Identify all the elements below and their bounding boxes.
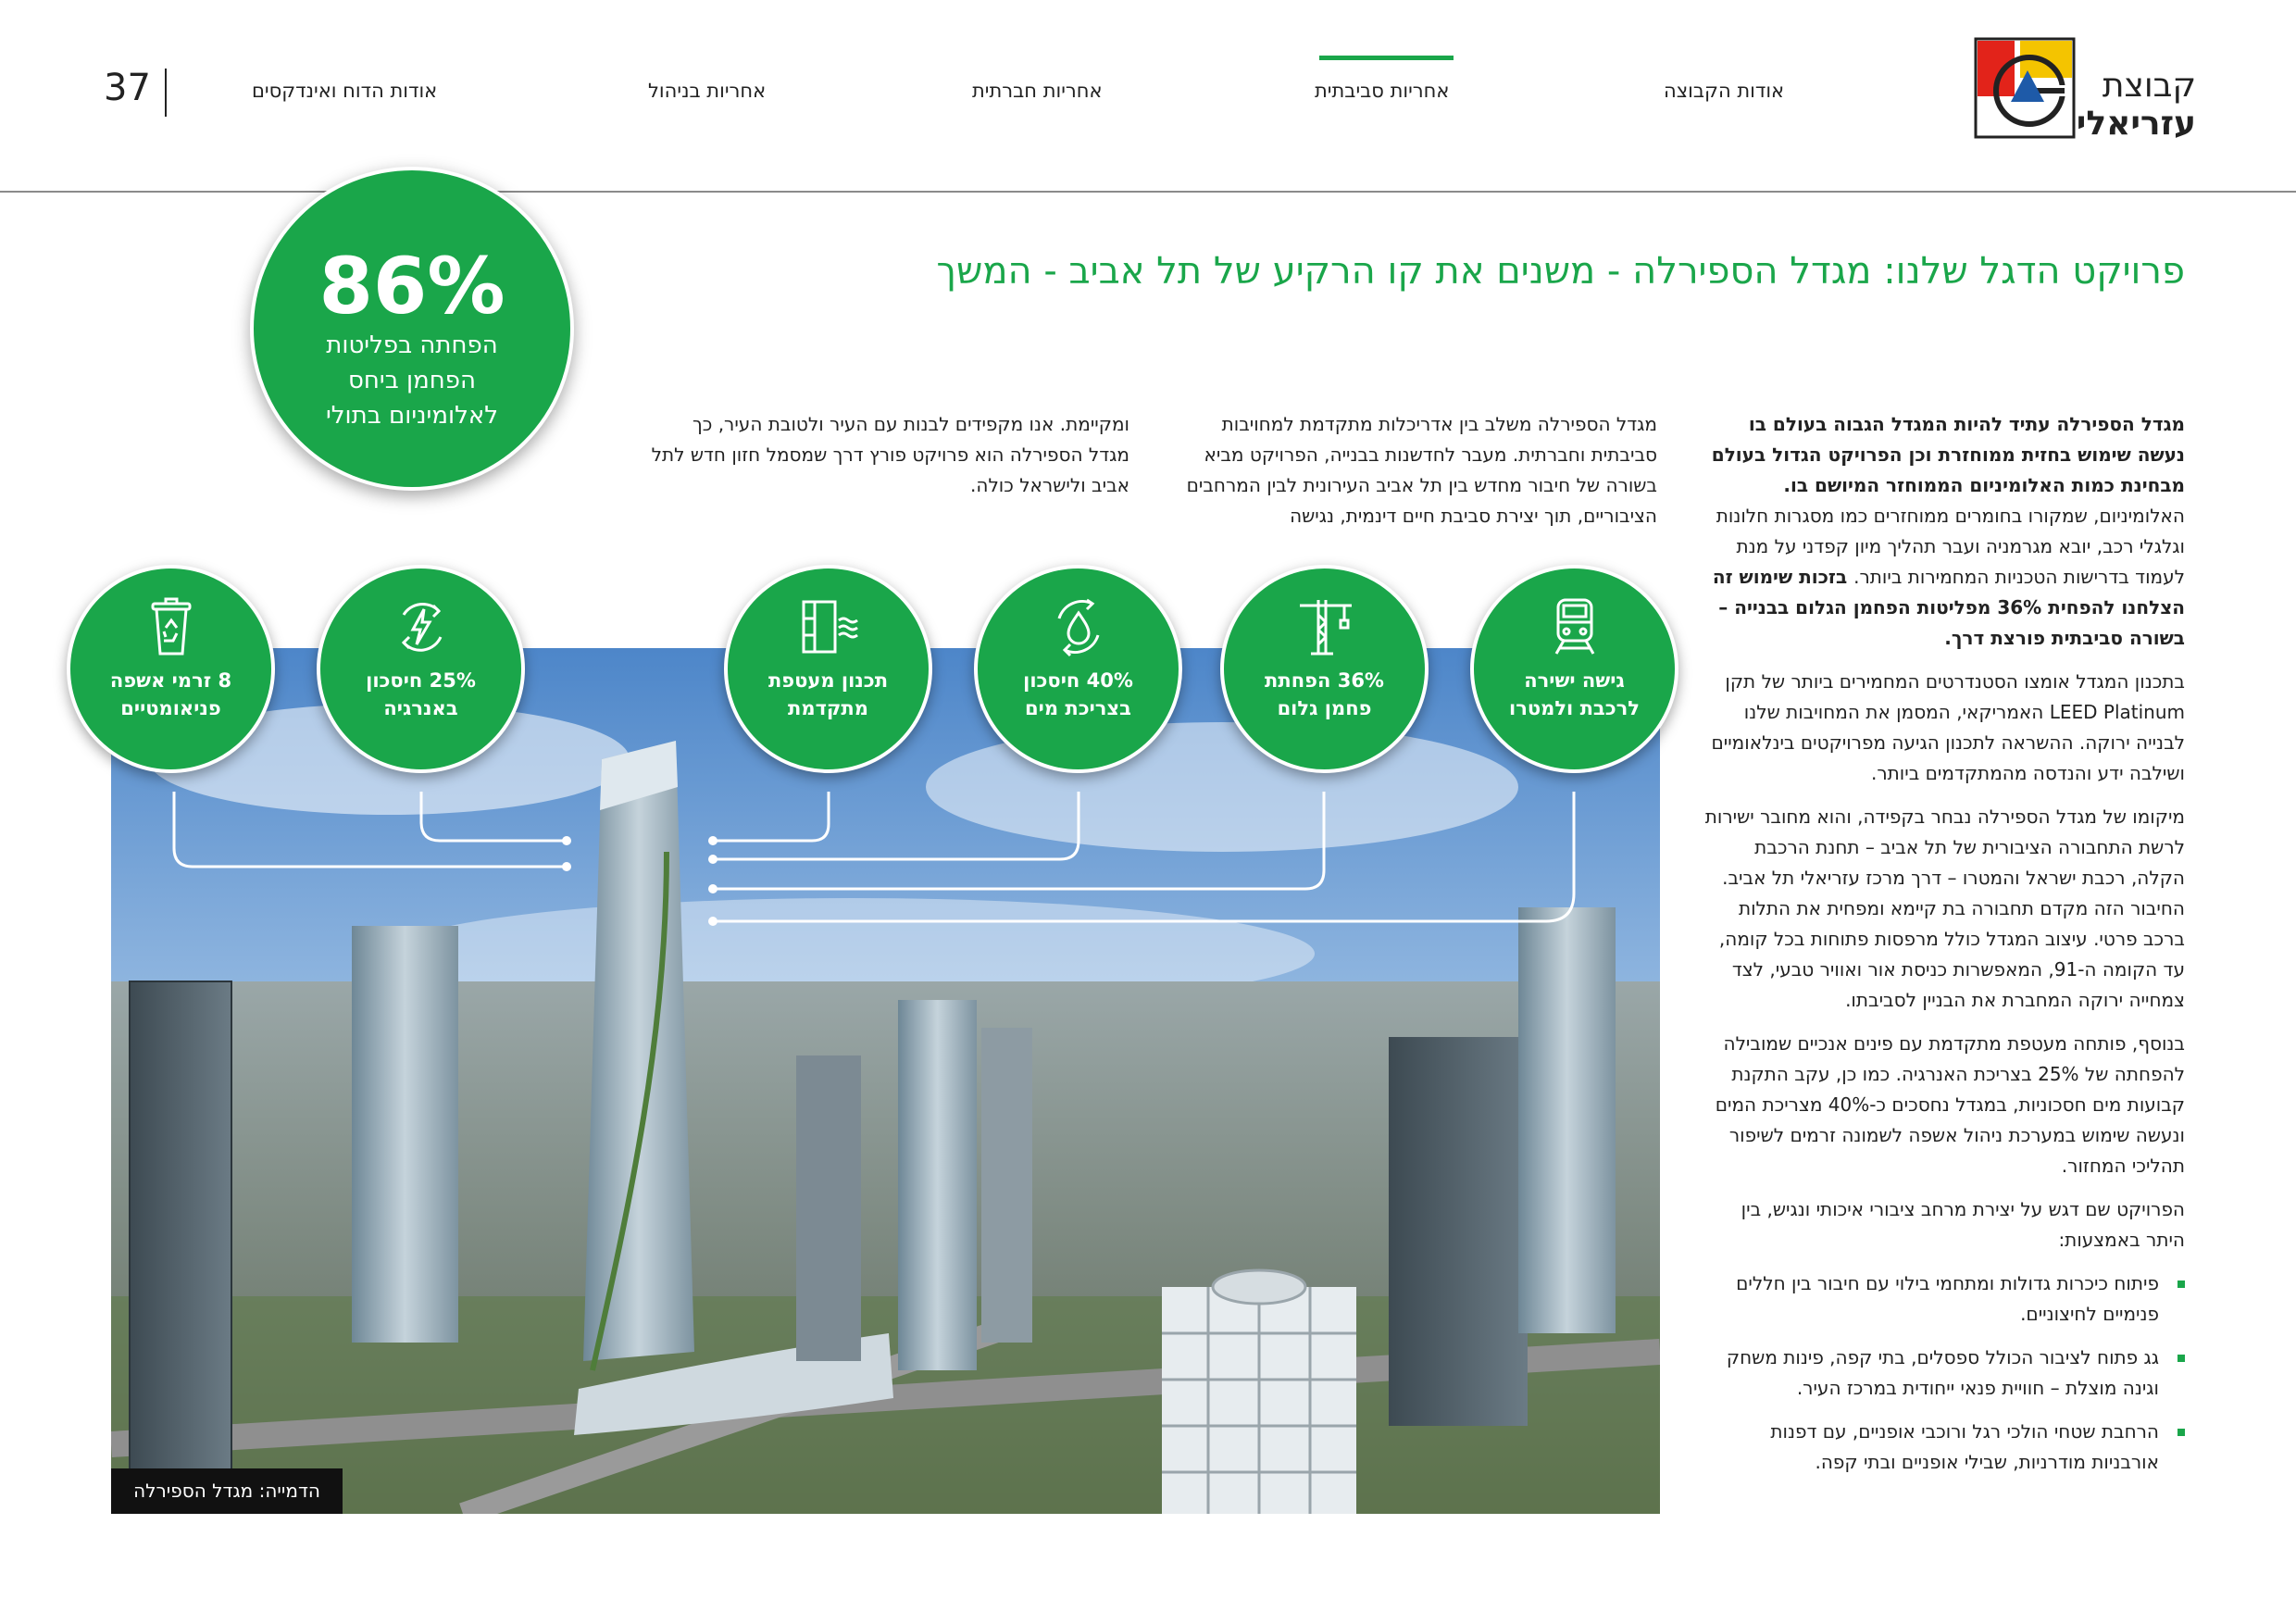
list-item-text: גג פתוח לציבור הכולל ספסלים, בתי קפה, פינות משחק וגינה מוצלת – חוויית פנאי ייחודית במרכז העיר.	[1726, 1346, 2159, 1399]
right-paragraph-2: בתכנון המגדל אומצו הסטנדרטים המחמירים ביותר של תקן LEED Platinum האמריקאי, המסמן את המחויבות שלנו לבנייה ירוקה. ההשראה לתכנון הגיעה מפרויקטים בינלאומיים ושילבה ידע והנדסה מהמתקדמים ביותר.	[1711, 670, 2185, 784]
nav-about-group[interactable]: אודות הקבוצה	[1664, 80, 1785, 102]
feature-embodied-carbon-line2: פחמן גלום	[1277, 697, 1372, 719]
highlight-value: 86%	[318, 241, 505, 331]
feature-facade-line1: תכנון מעטפת	[767, 669, 889, 692]
nav-environmental[interactable]: אחריות סביבתית	[1315, 80, 1450, 102]
middle-paragraph: מגדל הספירלה משלב בין אדריכלות מתקדמת למחויבות סביבתית וחברתית. מעבר לחדשנות בבנייה, הפרויקט מביא בשורה של חיבור מחדש בין תל אביב העירונית לבין המרחבים הציבוריים, תוך יצירת סביבת חיים דינמית, נגישה	[1186, 413, 1657, 527]
feature-embodied-carbon-line1: 36% הפחתת	[1265, 669, 1384, 692]
logo-wordmark-line1: קבוצת	[2102, 67, 2196, 105]
feature-embodied-carbon	[1220, 565, 1429, 773]
list-item-text: פיתוח כיכרות גדולות ומתחמי בילוי עם חיבור בין חללים פנימיים לחיצוניים.	[1736, 1272, 2159, 1325]
right-paragraph-4: בנוסף, פותחה מעטפת מתקדמת עם פינים אנכיים שמובילה להפחתה של 25% בצריכת האנרגיה. כמו כן, עקב התקנת קבועות מים חסכוניות, במגדל נחסכים כ-40% מצריכת המים ונעשה שימוש במערכת ניהול אשפה לשמונה זרמים לשיפור תהליכי המחזור.	[1715, 1032, 2185, 1177]
feature-transit-line1: גישה ישירה	[1524, 669, 1625, 692]
feature-waste-line1: 8 זרמי אשפה	[109, 669, 232, 692]
feature-water	[974, 565, 1182, 773]
right-paragraph-3: מיקומו של מגדל הספירלה נבחר בקפידה, והוא מחובר ישירות לרשת התחבורה הציבורית של תל אביב – תחנת הרכבת הקלה, רכבת ישראל והמטרו – דרך מרכז עזריאלי תל אביב. החיבור הזה מקדם תחבורה בת קיימא ומפחית את התלות ברכב פרטי. עיצוב המגדל כולל מרפסות פתוחות בכל קומה, עד הקומה ה-91, המאפשרות כניסת אור ואוויר טבעי, לצד צמחייה ירוקה המחברת את הבניין לסביבתו.	[1704, 806, 2185, 1011]
nav-social[interactable]: אחריות חברתית	[972, 80, 1103, 102]
page-number: 37	[104, 67, 151, 109]
right-paragraph-5: הפרויקט שם דגש על יצירת מרחב ציבורי איכותי ונגיש, בין היתר באמצעות:	[1741, 1198, 2185, 1251]
feature-water-line2: בצריכת מים	[1025, 697, 1131, 719]
feature-waste-line2: פניאומטיים	[120, 697, 221, 719]
water-drop-icon	[1050, 596, 1107, 657]
highlight-label-line3: לאלומיניום בתולי	[325, 402, 499, 430]
page-title: פרויקט הדגל שלנו: מגדל הספירלה - משנים את קו הרקיע של תל אביב - המשך	[936, 250, 2185, 293]
feature-waste	[67, 565, 275, 773]
nav-about-report[interactable]: אודות הדוח ואינדקסים	[252, 80, 438, 102]
logo-wordmark-line2: עזריאלי	[2076, 105, 2196, 143]
feature-water-line1: 40% חיסכון	[1023, 669, 1133, 692]
feature-facade	[724, 565, 932, 773]
left-paragraph: ומקיימת. אנו מקפידים לבנות עם העיר ולטובת העיר, כך מגדל הספירלה הוא פרויקט פורץ דרך שמסמל חזון חדש לתל אביב ולישראל כולה.	[651, 413, 1129, 496]
feature-energy-line1: 25% חיסכון	[366, 669, 476, 692]
energy-icon	[393, 596, 450, 657]
train-icon	[1549, 596, 1601, 657]
right-paragraph-1-bold2: בזכות שימוש זה הצלחנו להפחית 36% מפליטות הפחמן הגלום בבנייה – בשורה סביבתית פורצת דרך.	[1712, 566, 2185, 649]
highlight-label-line1: הפחתה בפליטות	[326, 331, 498, 359]
feature-facade-line2: מתקדמת	[788, 697, 868, 719]
right-paragraph-1-text: האלומיניום, שמקורו בחומרים ממוחזרים כמו מסגרות חלונות וגלגלי רכב, יובא מגרמניה ועבר תהליך מיון קפדני על מנת לעמוד בדרישות הטכניות המחמירות ביותר.	[1716, 505, 2185, 588]
list-item-text: הרחבת שטחי הולכי רגל ורוכבי אופניים, עם דפנות אורבניות מודרניות, שבילי אופניים ובתי קפה.	[1770, 1420, 2159, 1473]
feature-energy-line2: באנרגיה	[383, 697, 458, 719]
recycle-bin-icon	[145, 596, 197, 657]
right-paragraph-1-bold: מגדל הספירלה עתיד להיות המגדל הגבוה בעולם בו נעשה שימוש בחזית ממוחזרת וכן הפרויקט הגדול בעולם מבחינת כמות האלומיניום הממוחזר המיושם בו.	[1711, 413, 2185, 496]
photo-caption: הדמייה: מגדל הספירלה	[111, 1468, 343, 1514]
facade-icon	[798, 596, 859, 657]
feature-transit	[1470, 565, 1678, 773]
feature-energy	[317, 565, 525, 773]
nav-governance[interactable]: אחריות בניהול	[648, 80, 767, 102]
highlight-label-line2: הפחמן ביחס	[348, 367, 476, 394]
crane-icon	[1294, 596, 1355, 657]
feature-transit-line2: לרכבת ולמטרו	[1509, 697, 1640, 719]
